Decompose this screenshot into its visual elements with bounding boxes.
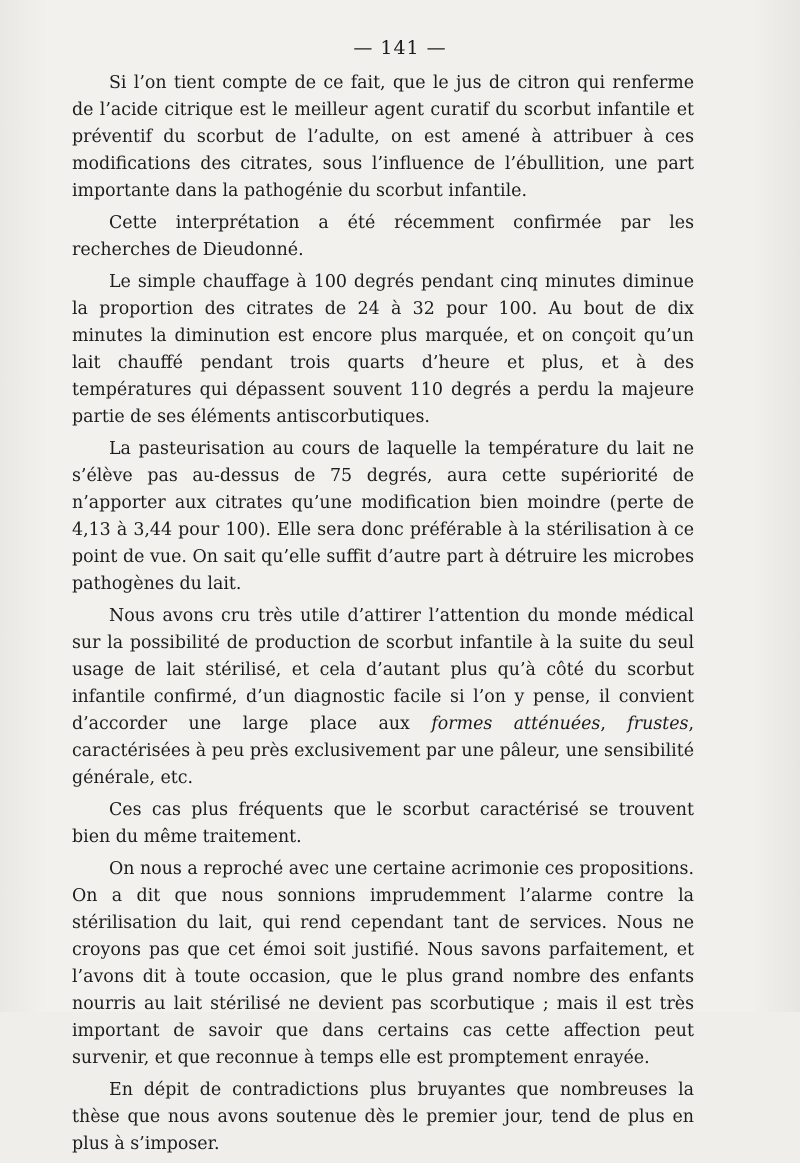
paragraph — [72, 603, 694, 792]
paragraph-text: Nous avons cru très utile d’attirer l’attention du monde médical sur la possibilité de production de scorbut infantile à la suite du seul usage de lait stérilisé, et cela d’autant plus qu’à côté du scorbut infantile confirmé, d’un diagnostic facile si l’on y pense, il convient d’accorder une large place aux — [72, 606, 694, 734]
italic-term: formes atténuées — [431, 714, 601, 734]
paragraph: En dépit de contradictions plus bruyantes que nombreuses la thèse que nous avons soutenue dès le premier jour, tend de plus en plus à s’imposer. — [72, 1080, 694, 1154]
paragraph-text: , — [600, 714, 628, 734]
paragraph: Ces cas plus fréquents que le scorbut caractérisé se trouvent bien du même traitement. — [72, 800, 694, 847]
italic-term: frustes — [627, 714, 689, 734]
paragraph: Cette interprétation a été récemment confirmée par les recherches de Dieudonné. — [72, 213, 694, 260]
paragraph: On nous a reproché avec une certaine acrimonie ces propositions. On a dit que nous sonnions imprudemment l’alarme contre la stérilisation du lait, qui rend cependant tant de services. Nous ne croyons pas que cet émoi soit justifié. Nous savons parfaitement, et l’avons dit à toute occasion, que le plus grand nombre des enfants nourris au lait stérilisé ne devient pas scorbutique ; mais il est très important de savoir que dans certains cas cette affection peut survenir, et que reconnue à temps elle est promptement enrayée. — [72, 859, 694, 1068]
paragraph: Si l’on tient compte de ce fait, que le jus de citron qui renferme de l’acide citrique est le meilleur agent curatif du scorbut infantile et préventif du scorbut de l’adulte, on est amené à attribuer à ces modifications des citrates, sous l’influence de l’ébullition, une part importante dans la pathogénie du scorbut infantile. — [72, 73, 694, 201]
page-number: — 141 — — [353, 37, 447, 59]
body-text — [72, 70, 694, 1163]
paragraph: Le simple chauffage à 100 degrés pendant cinq minutes diminue la proportion des citrates de 24 à 32 pour 100. Au bout de dix minutes la diminution est encore plus marquée, et on conçoit qu’un lait chauffé pendant trois quarts d’heure et plus, et à des températures qui dépassent souvent 110 degrés a perdu la majeure partie de ses éléments antiscorbutiques. — [72, 272, 694, 427]
paragraph: La pasteurisation au cours de laquelle la température du lait ne s’élève pas au-dessus de 75 degrés, aura cette supériorité de n’apporter aux citrates qu’une modification bien moindre (perte de 4,13 à 3,44 pour 100). Elle sera donc préférable à la stérilisation à ce point de vue. On sait qu’elle suffit d’autre part à détruire les microbes pathogènes du lait. — [72, 439, 694, 594]
paragraph-text: , caractérisées à peu près exclusivement par une pâleur, une sensibilité générale, etc. — [72, 714, 694, 788]
